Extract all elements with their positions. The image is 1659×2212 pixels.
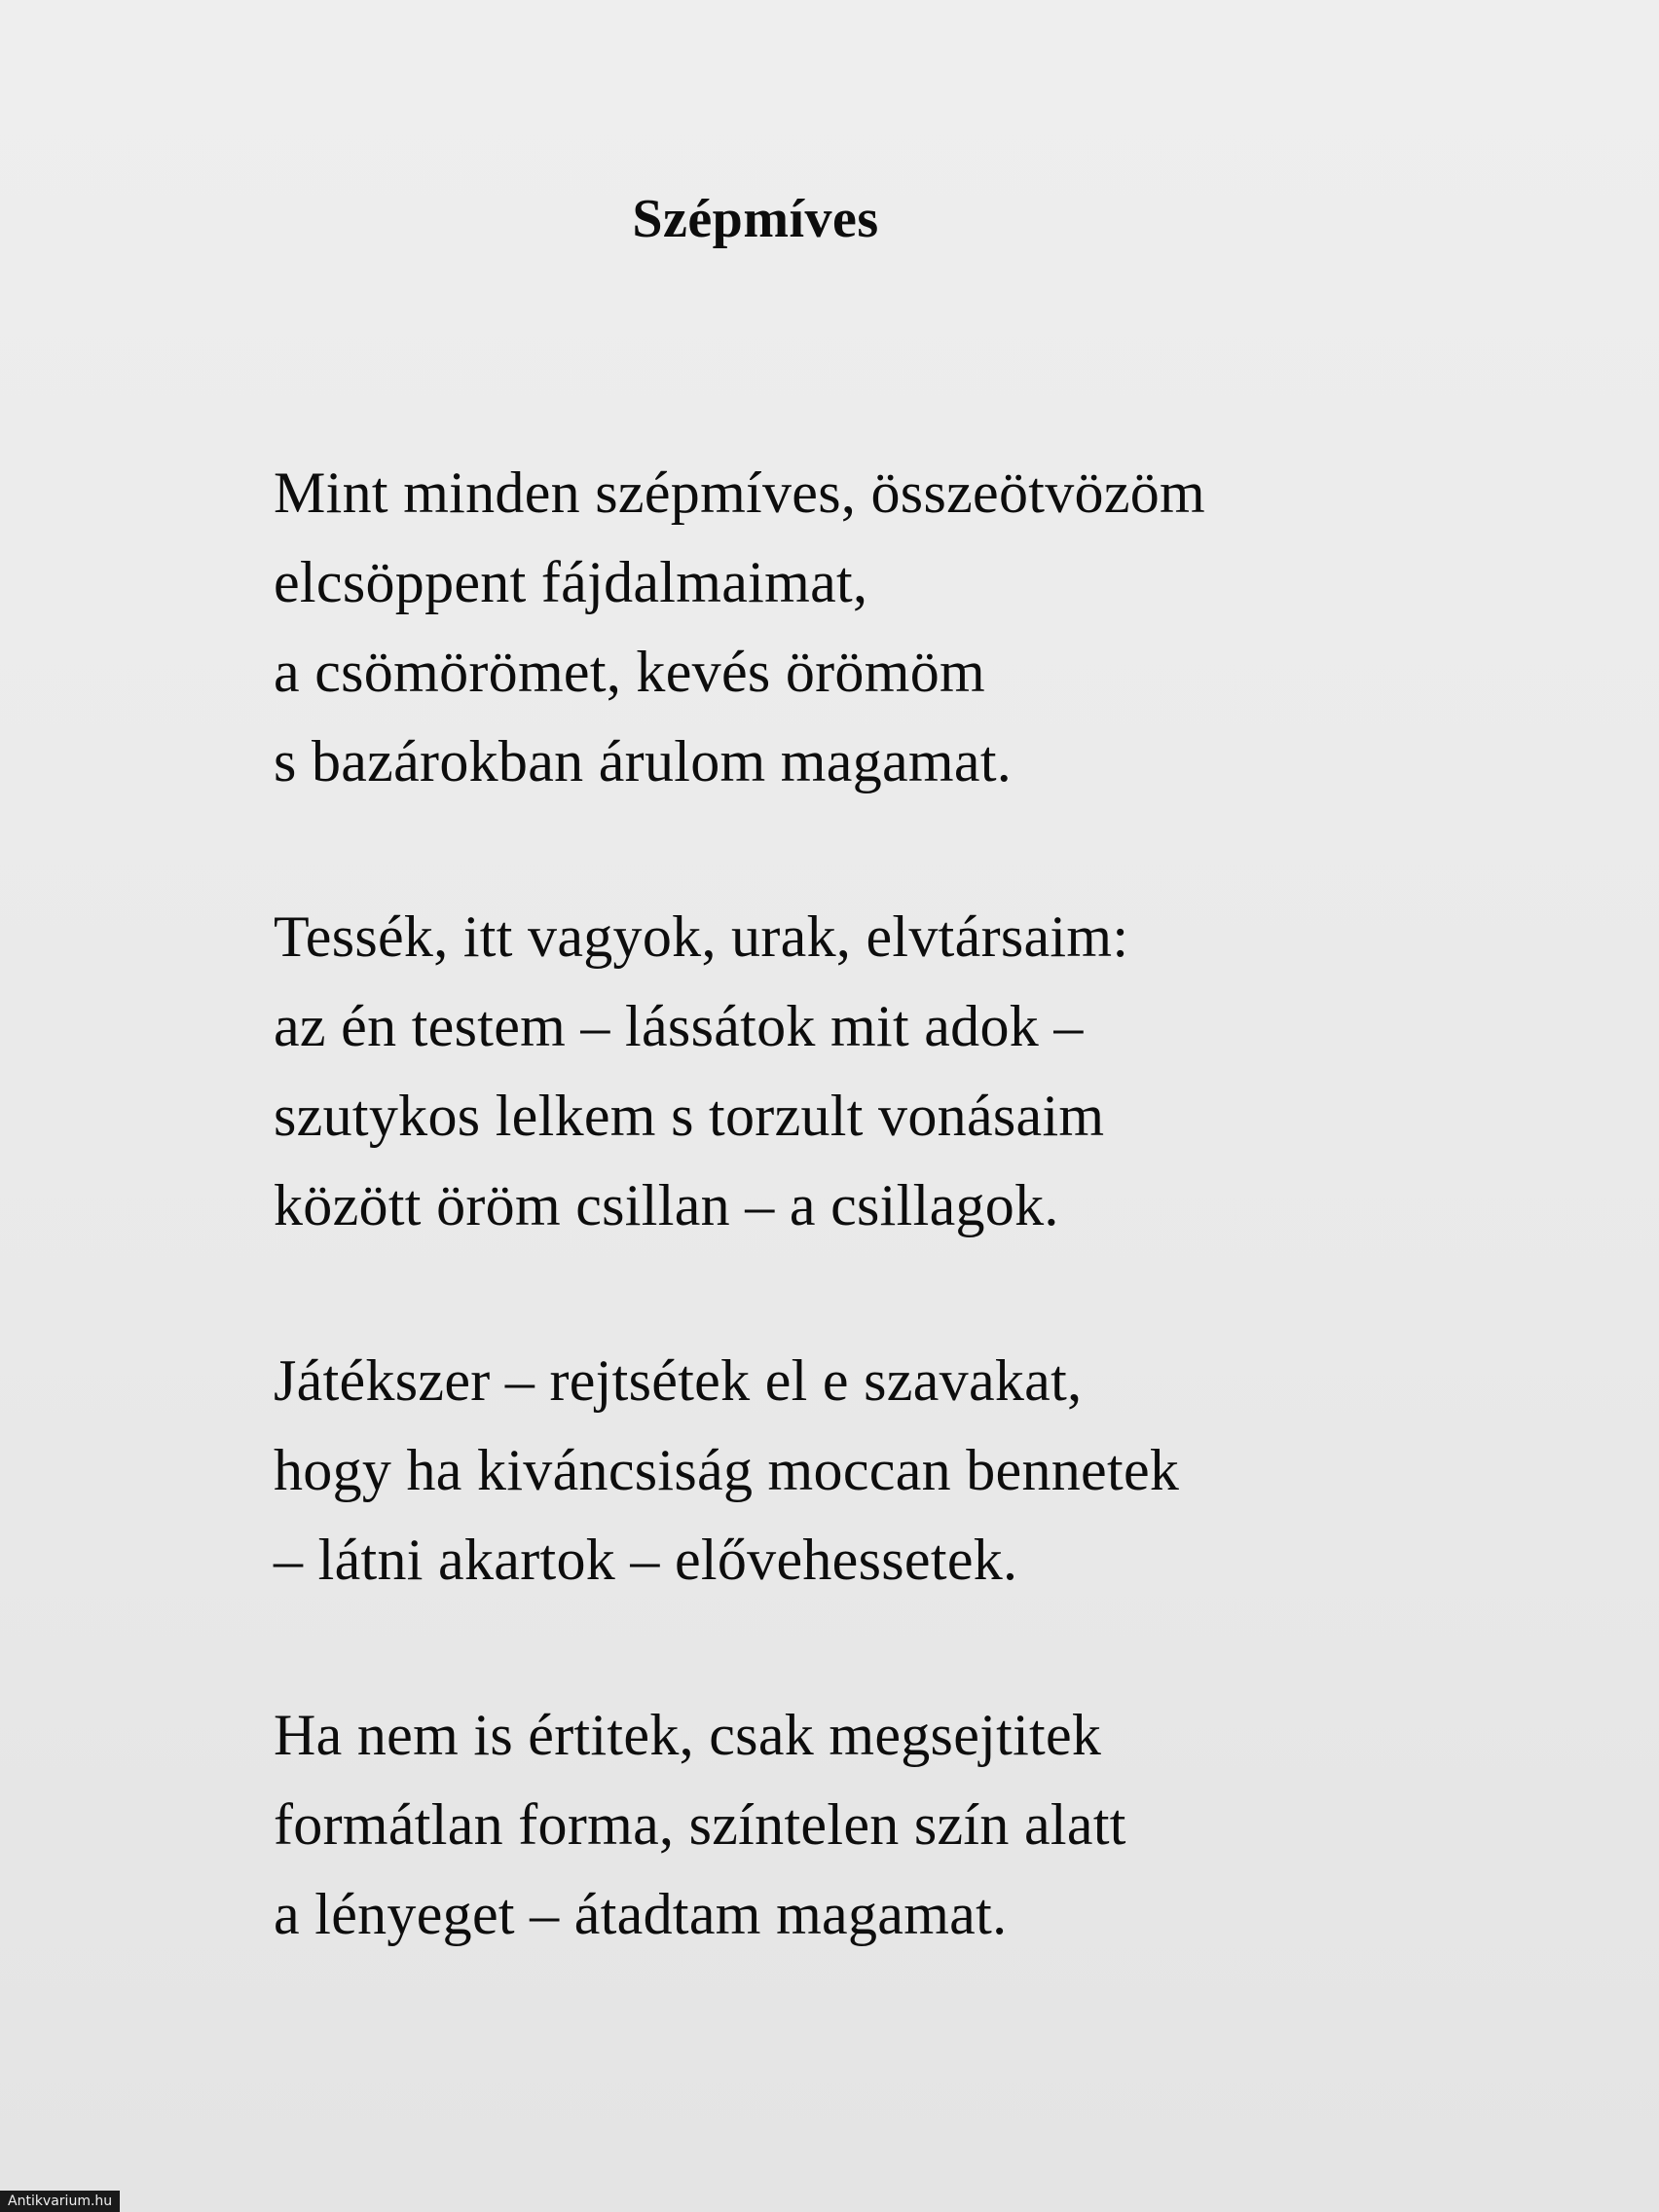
- poem-line: a csömörömet, kevés örömöm: [274, 640, 985, 704]
- watermark-label: Antikvarium.hu: [0, 2191, 120, 2212]
- poem-line: Tessék, itt vagyok, urak, elvtársaim:: [274, 904, 1129, 969]
- poem-line: Mint minden szépmíves, összeötvözöm: [274, 461, 1206, 525]
- poem-line: hogy ha kiváncsiság moccan bennetek: [274, 1438, 1180, 1502]
- poem-line: elcsöppent fájdalmaimat,: [274, 550, 868, 614]
- poem-title: Szépmíves: [632, 189, 879, 249]
- poem-line: – látni akartok – elővehessetek.: [274, 1528, 1018, 1592]
- poem-line: Játékszer – rejtsétek el e szavakat,: [274, 1348, 1083, 1413]
- poem-line: szutykos lelkem s torzult vonásaim: [274, 1084, 1105, 1148]
- stanza-4: [274, 1690, 1442, 1959]
- poem-line: az én testem – lássátok mit adok –: [274, 994, 1084, 1058]
- poem-line: s bazárokban árulom magamat.: [274, 729, 1013, 793]
- poem-line: formátlan forma, színtelen szín alatt: [274, 1792, 1126, 1857]
- stanza-1: [274, 448, 1442, 806]
- stanza-3: [274, 1336, 1442, 1604]
- poem-line: között öröm csillan – a csillagok.: [274, 1173, 1059, 1237]
- poem-line: Ha nem is értitek, csak megsejtitek: [274, 1703, 1102, 1767]
- poem-line: a lényeget – átadtam magamat.: [274, 1882, 1008, 1946]
- poem-body: [274, 448, 1442, 2045]
- stanza-2: [274, 892, 1442, 1250]
